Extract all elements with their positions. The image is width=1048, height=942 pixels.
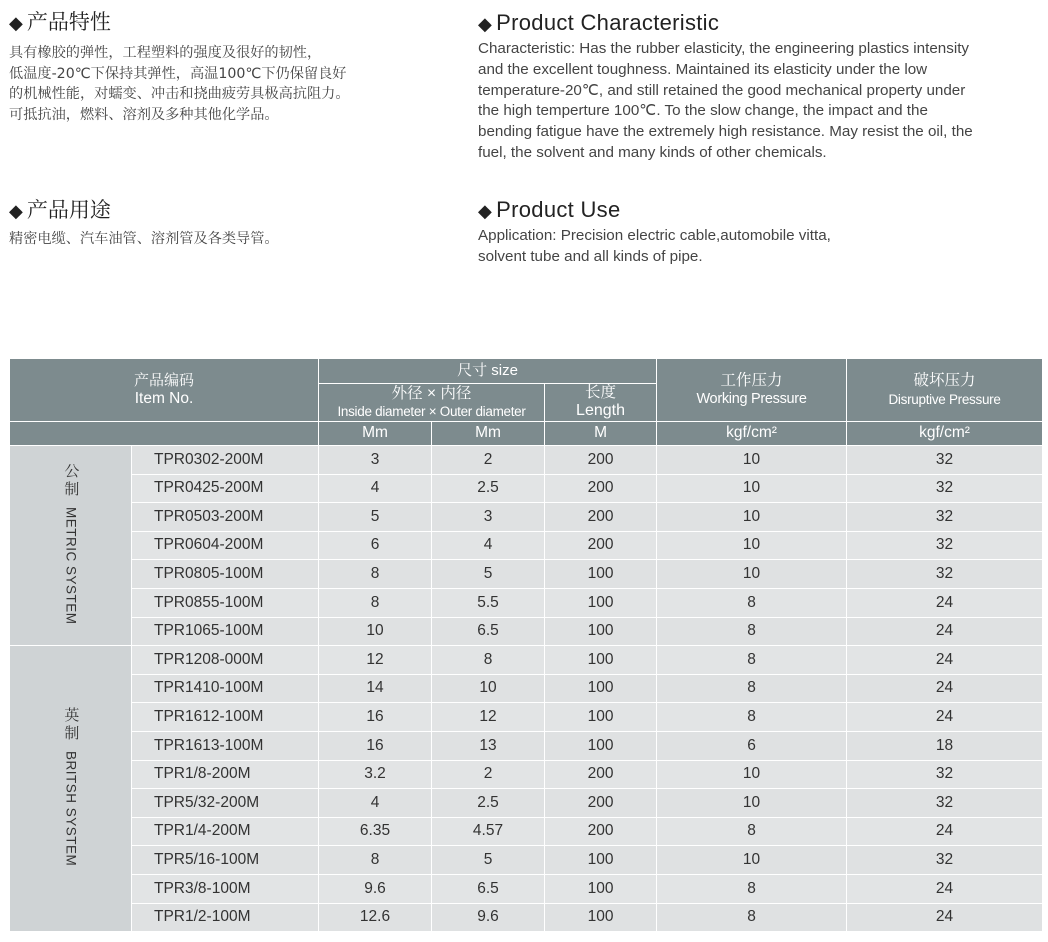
table-row xyxy=(10,531,1043,560)
length-cell: 100 xyxy=(545,674,657,703)
working-pressure-cell: 10 xyxy=(657,446,847,475)
en-use-title: ◆ Product Use xyxy=(478,197,621,222)
en-characteristic-section xyxy=(478,10,1046,164)
cn-use-text: 精密电缆、汽车油管、溶剂管及各类导管。 xyxy=(9,231,279,247)
outer-diameter-cell: 16 xyxy=(319,703,432,732)
length-cell: 200 xyxy=(545,503,657,532)
metric-system-label: 公制METRIC SYSTEM xyxy=(10,446,132,646)
working-pressure-cell: 8 xyxy=(657,674,847,703)
table-row xyxy=(10,646,1043,675)
item-no-cell: TPR0855-100M xyxy=(132,588,319,617)
outer-diameter-cell: 3.2 xyxy=(319,760,432,789)
item-no-cell: TPR0503-200M xyxy=(132,503,319,532)
length-cell: 100 xyxy=(545,560,657,589)
item-no-cell: TPR1613-100M xyxy=(132,731,319,760)
inner-diameter-cell: 2 xyxy=(432,760,545,789)
outer-diameter-cell: 6.35 xyxy=(319,817,432,846)
disruptive-pressure-cell: 24 xyxy=(847,617,1043,646)
item-no-cell: TPR3/8-100M xyxy=(132,874,319,903)
working-pressure-cell: 8 xyxy=(657,617,847,646)
outer-diameter-cell: 8 xyxy=(319,560,432,589)
disruptive-pressure-cell: 24 xyxy=(847,817,1043,846)
outer-diameter-cell: 16 xyxy=(319,731,432,760)
item-no-cell: TPR5/16-100M xyxy=(132,846,319,875)
diamond-icon: ◆ xyxy=(478,201,493,221)
outer-diameter-cell: 3 xyxy=(319,446,432,475)
disruptive-pressure-cell: 32 xyxy=(847,446,1043,475)
table-row xyxy=(10,874,1043,903)
item-no-cell: TPR0425-200M xyxy=(132,474,319,503)
table-row xyxy=(10,731,1043,760)
inner-diameter-cell: 8 xyxy=(432,646,545,675)
item-no-cell: TPR1410-100M xyxy=(132,674,319,703)
table-row xyxy=(10,503,1043,532)
length-cell: 100 xyxy=(545,703,657,732)
disruptive-pressure-cell: 24 xyxy=(847,646,1043,675)
working-pressure-cell: 10 xyxy=(657,789,847,818)
length-cell: 100 xyxy=(545,731,657,760)
length-header: 长度 Length xyxy=(545,384,657,422)
item-no-cell: TPR1/2-100M xyxy=(132,903,319,932)
working-pressure-cell: 10 xyxy=(657,846,847,875)
disruptive-pressure-cell: 32 xyxy=(847,531,1043,560)
outer-diameter-cell: 10 xyxy=(319,617,432,646)
inner-diameter-cell: 3 xyxy=(432,503,545,532)
outer-diameter-cell: 9.6 xyxy=(319,874,432,903)
working-pressure-cell: 10 xyxy=(657,503,847,532)
length-cell: 100 xyxy=(545,617,657,646)
spec-table-body xyxy=(10,446,1043,932)
working-pressure-cell: 10 xyxy=(657,531,847,560)
unit-blank xyxy=(10,422,319,446)
table-row xyxy=(10,446,1043,475)
cn-use-section xyxy=(9,197,449,250)
length-cell: 200 xyxy=(545,446,657,475)
table-row xyxy=(10,817,1043,846)
size-header: 尺寸 size xyxy=(319,359,657,384)
outer-diameter-cell: 5 xyxy=(319,503,432,532)
spec-table xyxy=(9,358,1043,932)
en-use-text: Application: Precision electric cable,automobile vitta, solvent tube and all kinds of pipe. xyxy=(478,227,831,265)
disruptive-pressure-cell: 32 xyxy=(847,560,1043,589)
length-cell: 200 xyxy=(545,760,657,789)
item-no-cell: TPR0604-200M xyxy=(132,531,319,560)
working-pressure-cell: 8 xyxy=(657,588,847,617)
table-row xyxy=(10,703,1043,732)
table-row xyxy=(10,674,1043,703)
disruptive-pressure-cell: 24 xyxy=(847,903,1043,932)
working-pressure-cell: 8 xyxy=(657,703,847,732)
inner-diameter-cell: 2.5 xyxy=(432,474,545,503)
disruptive-pressure-cell: 24 xyxy=(847,703,1043,732)
diamond-icon: ◆ xyxy=(9,13,23,34)
en-characteristic-title: ◆ Product Characteristic xyxy=(478,10,720,35)
unit-inner-mm: Mm xyxy=(432,422,545,446)
disruptive-pressure-cell: 24 xyxy=(847,588,1043,617)
outer-diameter-cell: 8 xyxy=(319,588,432,617)
disruptive-pressure-cell: 32 xyxy=(847,503,1043,532)
table-row xyxy=(10,903,1043,932)
length-cell: 100 xyxy=(545,874,657,903)
item-no-cell: TPR0302-200M xyxy=(132,446,319,475)
working-pressure-header: 工作压力 Working Pressure xyxy=(657,359,847,422)
inner-diameter-cell: 6.5 xyxy=(432,617,545,646)
item-no-cell: TPR1612-100M xyxy=(132,703,319,732)
en-use-section xyxy=(478,197,1046,268)
cn-use-title: ◆ 产品用途 xyxy=(9,198,111,222)
inner-diameter-cell: 5.5 xyxy=(432,588,545,617)
working-pressure-cell: 10 xyxy=(657,560,847,589)
working-pressure-cell: 8 xyxy=(657,646,847,675)
working-pressure-cell: 10 xyxy=(657,760,847,789)
inner-diameter-cell: 10 xyxy=(432,674,545,703)
outer-diameter-cell: 14 xyxy=(319,674,432,703)
table-row xyxy=(10,560,1043,589)
inner-diameter-cell: 12 xyxy=(432,703,545,732)
inner-diameter-cell: 5 xyxy=(432,560,545,589)
length-cell: 200 xyxy=(545,817,657,846)
cn-characteristic-title: ◆ 产品特性 xyxy=(9,10,111,34)
item-no-cell: TPR1/8-200M xyxy=(132,760,319,789)
diamond-icon: ◆ xyxy=(9,201,23,222)
unit-length-m: M xyxy=(545,422,657,446)
table-row xyxy=(10,760,1043,789)
working-pressure-cell: 6 xyxy=(657,731,847,760)
table-row xyxy=(10,474,1043,503)
outer-diameter-cell: 4 xyxy=(319,789,432,818)
item-no-cell: TPR1/4-200M xyxy=(132,817,319,846)
unit-working-pressure: kgf/cm² xyxy=(657,422,847,446)
length-cell: 100 xyxy=(545,903,657,932)
working-pressure-cell: 10 xyxy=(657,474,847,503)
disruptive-pressure-cell: 24 xyxy=(847,874,1043,903)
item-no-header: 产品编码 Item No. xyxy=(10,359,319,422)
inner-diameter-cell: 4 xyxy=(432,531,545,560)
disruptive-pressure-cell: 32 xyxy=(847,846,1043,875)
inner-diameter-cell: 9.6 xyxy=(432,903,545,932)
length-cell: 200 xyxy=(545,789,657,818)
length-cell: 200 xyxy=(545,474,657,503)
table-row xyxy=(10,789,1043,818)
outer-diameter-cell: 6 xyxy=(319,531,432,560)
inner-diameter-cell: 6.5 xyxy=(432,874,545,903)
inner-diameter-cell: 2.5 xyxy=(432,789,545,818)
item-no-cell: TPR1208-000M xyxy=(132,646,319,675)
working-pressure-cell: 8 xyxy=(657,817,847,846)
working-pressure-cell: 8 xyxy=(657,903,847,932)
british-system-label: 英制BRITSH SYSTEM xyxy=(10,646,132,932)
table-row xyxy=(10,588,1043,617)
item-no-cell: TPR1065-100M xyxy=(132,617,319,646)
diameter-header: 外径 × 内径 Inside diameter × Outer diameter xyxy=(319,384,545,422)
inner-diameter-cell: 2 xyxy=(432,446,545,475)
length-cell: 200 xyxy=(545,531,657,560)
unit-outer-mm: Mm xyxy=(319,422,432,446)
en-characteristic-text: Characteristic: Has the rubber elasticity, the engineering plastics intensity and the excellent toughness. Maintained its elasticity under the low temperature-20℃, and still retained the good mechanical property under the high temperture 100℃. To the slow change, the impact and the bending fatigue have the extremely high resistance. May resist the oil, the fuel, the solvent and many kinds of other chemicals. xyxy=(478,40,973,161)
disruptive-pressure-cell: 32 xyxy=(847,760,1043,789)
inner-diameter-cell: 5 xyxy=(432,846,545,875)
table-row xyxy=(10,617,1043,646)
table-row xyxy=(10,846,1043,875)
disruptive-pressure-cell: 32 xyxy=(847,474,1043,503)
item-no-cell: TPR0805-100M xyxy=(132,560,319,589)
inner-diameter-cell: 13 xyxy=(432,731,545,760)
cn-characteristic-text: 具有橡胶的弹性，工程塑料的强度及很好的韧性， 低温度-20℃下保持其弹性，高温100℃下仍保留良好 的机械性能，对蠕变、冲击和挠曲疲劳具极高抗阻力。 可抵抗油，燃料、溶剂及多种其他化学品。 xyxy=(9,45,350,123)
diamond-icon: ◆ xyxy=(478,14,493,34)
disruptive-pressure-cell: 18 xyxy=(847,731,1043,760)
working-pressure-cell: 8 xyxy=(657,874,847,903)
disruptive-pressure-header: 破坏压力 Disruptive Pressure xyxy=(847,359,1043,422)
length-cell: 100 xyxy=(545,646,657,675)
disruptive-pressure-cell: 24 xyxy=(847,674,1043,703)
cn-characteristic-section xyxy=(9,9,449,125)
unit-disruptive-pressure: kgf/cm² xyxy=(847,422,1043,446)
outer-diameter-cell: 4 xyxy=(319,474,432,503)
length-cell: 100 xyxy=(545,588,657,617)
inner-diameter-cell: 4.57 xyxy=(432,817,545,846)
outer-diameter-cell: 12 xyxy=(319,646,432,675)
length-cell: 100 xyxy=(545,846,657,875)
disruptive-pressure-cell: 32 xyxy=(847,789,1043,818)
item-no-cell: TPR5/32-200M xyxy=(132,789,319,818)
outer-diameter-cell: 12.6 xyxy=(319,903,432,932)
outer-diameter-cell: 8 xyxy=(319,846,432,875)
